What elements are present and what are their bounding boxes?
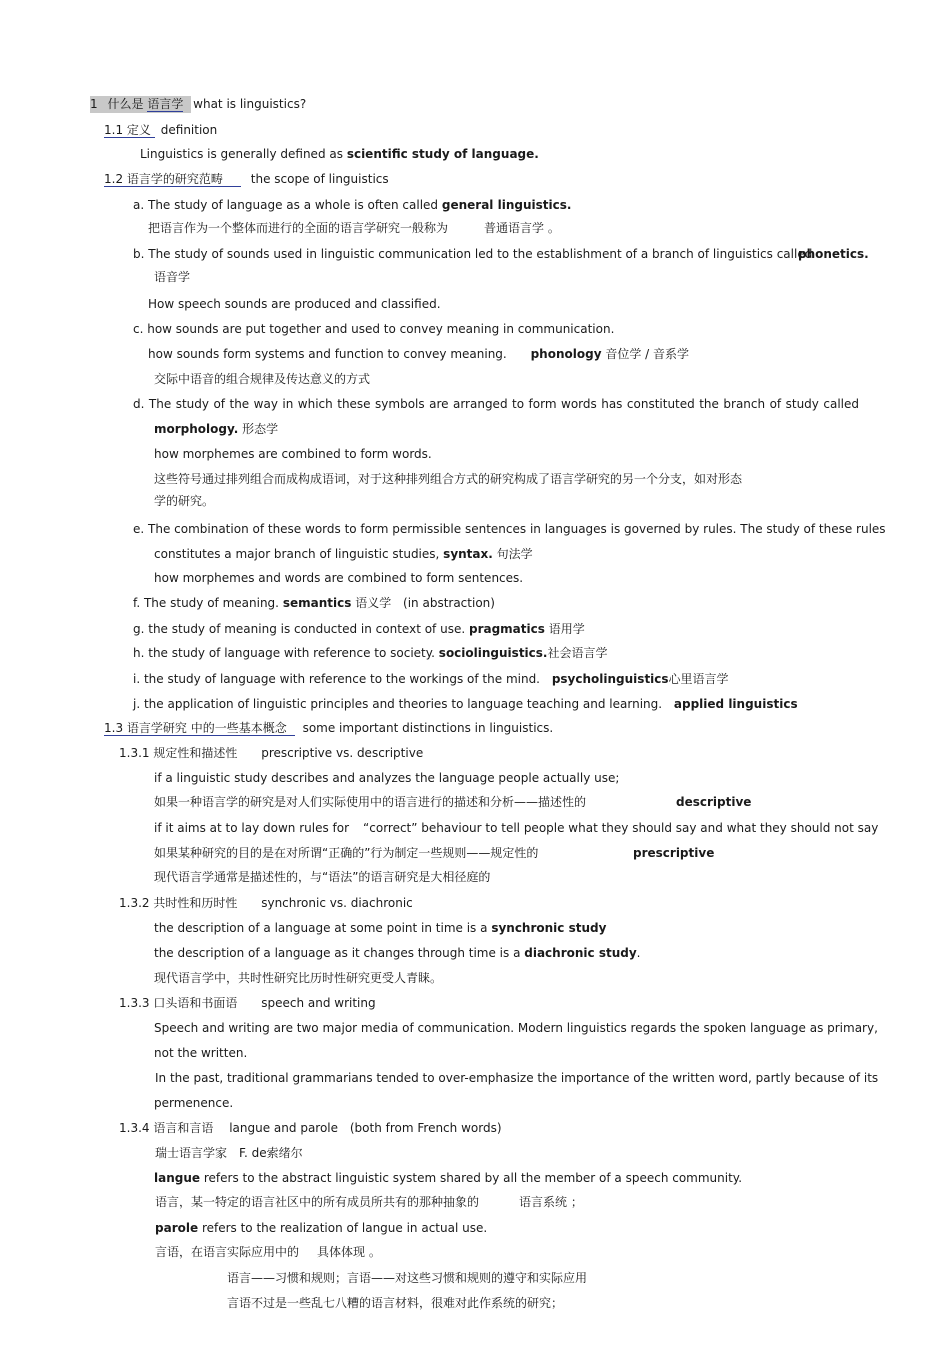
item-i: i. the study of language with reference to the workings of the mind. psycholinguistics心里语言学 [133, 672, 729, 686]
s133-line3: In the past, traditional grammarians tended to over-emphasize the importance of the written word, partly because of its [155, 1071, 879, 1085]
s131-line5: 现代语言学通常是描述性的，与“语法”的语言研究是大相径庭的 [154, 870, 491, 884]
s134-line6: 语言——习惯和规则；言语——对这些习惯和规则的遵守和实际应用 [227, 1271, 588, 1285]
section-1-3-4-heading: 1.3.4 语言和言语 langue and parole (both from French words) [119, 1121, 502, 1135]
definition-text: Linguistics is generally defined as scientific study of language. [140, 147, 539, 161]
s132-line1: the description of a language at some point in time is a synchronic study [154, 921, 607, 935]
item-j: j. the application of linguistic principles and theories to language teaching and learning. applied linguistics [133, 697, 798, 711]
section-1-3-1-heading: 1.3.1 规定性和描述性 prescriptive vs. descriptive [119, 746, 424, 760]
s134-line7: 言语不过是一些乱七八糟的语言材料，很难对此作系统的研究； [227, 1296, 564, 1310]
item-e-line2: constitutes a major branch of linguistic studies, syntax. 句法学 [154, 547, 533, 561]
item-b-cn: 语音学 [154, 270, 191, 284]
s131-line3: if it aims at to lay down rules for “correct” behaviour to tell people what they should say and what they should not say [154, 821, 879, 835]
item-b-line2: How speech sounds are produced and classified. [148, 297, 441, 311]
s134-line5: 言语，在语言实际应用中的 具体体现 。 [155, 1245, 381, 1259]
s134-line4: parole refers to the realization of langue in actual use. [155, 1221, 488, 1235]
section-1-3-2-heading: 1.3.2 共时性和历时性 synchronic vs. diachronic [119, 896, 413, 910]
item-d-cn1: 这些符号通过排列组合而成构成语词，对于这种排列组合方式的研究构成了语言学研究的另一个分支，如对形态 [154, 472, 743, 486]
s134-line1: 瑞士语言学家 F. de索绪尔 [155, 1146, 303, 1160]
s132-line3: 现代语言学中，共时性研究比历时性研究更受人青睐。 [154, 971, 443, 985]
section-1-3-3-heading: 1.3.3 口头语和书面语 speech and writing [119, 996, 376, 1010]
s131-descriptive: descriptive [676, 795, 752, 809]
item-e-line3: how morphemes and words are combined to form sentences. [154, 571, 524, 585]
s131-line2: 如果一种语言学的研究是对人们实际使用中的语言进行的描述和分析——描述性的 [154, 795, 587, 809]
s133-line1: Speech and writing are two major media of communication. Modern linguistics regards the spoken language as primary, [154, 1021, 878, 1035]
item-a: a. The study of language as a whole is often called general linguistics. [133, 198, 572, 212]
item-d: d. The study of the way in which these symbols are arranged to form words has constituted the branch of study called [133, 397, 859, 411]
item-d-cn2: 学的研究。 [154, 494, 215, 508]
item-f: f. The study of meaning. semantics 语义学 (in abstraction) [133, 596, 495, 610]
s131-line4: 如果某种研究的目的是在对所谓“正确的”行为制定一些规则——规定性的 [154, 846, 539, 860]
section-1-1-heading: 1.1 定义 definition [104, 123, 218, 137]
item-c-cn: 交际中语音的组合规律及传达意义的方式 [154, 372, 371, 386]
section-1-title: 1 什么是 语言学 what is linguistics? [90, 97, 307, 111]
section-1-3-heading: 1.3 语言学研究 中的一些基本概念 some important distinctions in linguistics. [104, 721, 554, 735]
s131-prescriptive: prescriptive [633, 846, 715, 860]
s131-line1: if a linguistic study describes and analyzes the language people actually use; [154, 771, 620, 785]
linked-term: 语言学 [147, 97, 184, 111]
item-g: g. the study of meaning is conducted in context of use. pragmatics 语用学 [133, 622, 585, 636]
item-h: h. the study of language with reference to society. sociolinguistics.社会语言学 [133, 646, 608, 660]
s132-line2: the description of a language as it changes through time is a diachronic study. [154, 946, 641, 960]
item-b-term: phonetics. [798, 247, 869, 261]
item-e: e. The combination of these words to form permissible sentences in languages is governed by rules. The study of these rules [133, 522, 886, 536]
section-1-2-heading: 1.2 语言学的研究范畴 the scope of linguistics [104, 172, 389, 186]
s133-line4: permenence. [154, 1096, 234, 1110]
s134-line2: langue refers to the abstract linguistic system shared by all the member of a speech community. [154, 1171, 743, 1185]
item-a-cn: 把语言作为一个整体而进行的全面的语言学研究一般称为 普通语言学 。 [148, 221, 560, 235]
item-c-line2: how sounds form systems and function to convey meaning. phonology 音位学 / 音系学 [148, 347, 690, 361]
item-c: c. how sounds are put together and used to convey meaning in communication. [133, 322, 615, 336]
item-d-line2: how morphemes are combined to form words. [154, 447, 432, 461]
item-b: b. The study of sounds used in linguistic communication led to the establishment of a branch of linguistics called [133, 247, 813, 261]
s133-line2: not the written. [154, 1046, 248, 1060]
item-d-term: morphology. 形态学 [154, 422, 279, 436]
s134-line3: 语言，某一特定的语言社区中的所有成员所共有的那种抽象的 语言系统 ； [155, 1195, 583, 1209]
